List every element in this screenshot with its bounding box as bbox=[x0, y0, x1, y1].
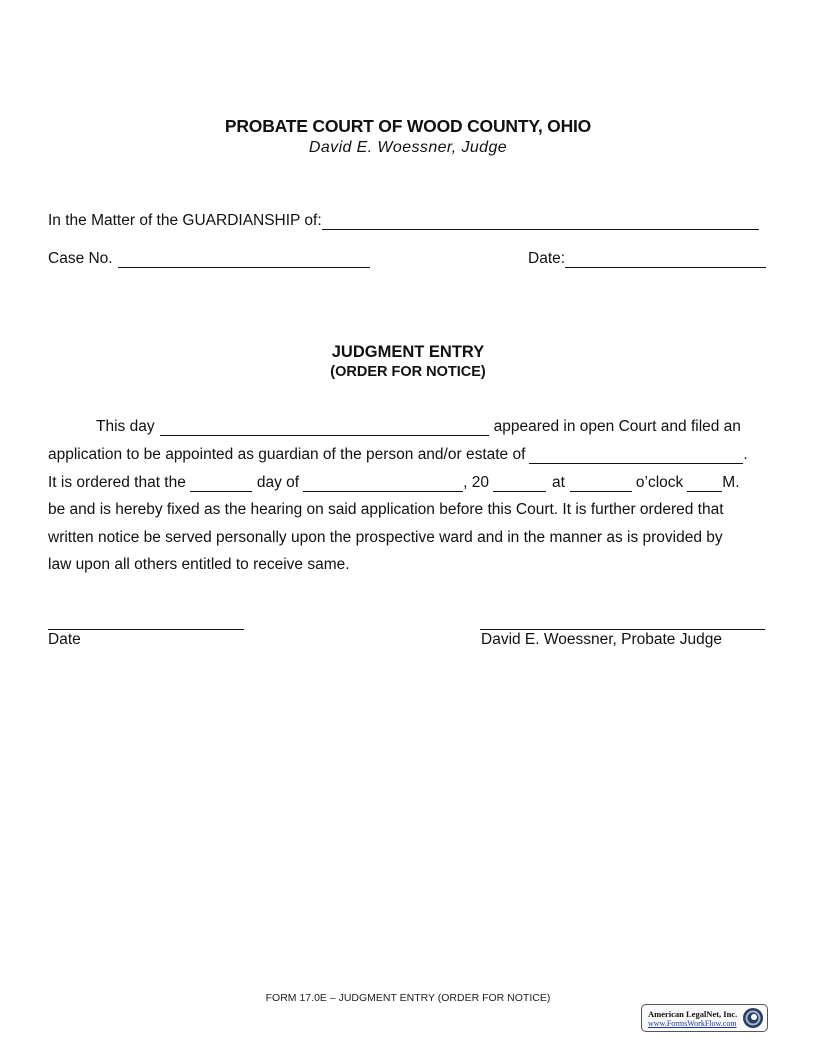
logo-company: American LegalNet, Inc. bbox=[648, 1009, 738, 1019]
body-line-2 bbox=[48, 446, 748, 464]
body-line-6: law upon all others entitled to receive same. bbox=[48, 556, 350, 573]
body-text: appeared in open Court and filed an bbox=[493, 418, 741, 435]
date-label: Date: bbox=[528, 250, 566, 267]
body-text: at bbox=[551, 474, 565, 491]
body-text: application to be appointed as guardian of the person and/or estate of bbox=[48, 446, 526, 463]
guardianship-name-field[interactable] bbox=[322, 215, 759, 230]
hearing-year-field[interactable] bbox=[493, 477, 546, 492]
body-text: , 20 bbox=[463, 474, 489, 491]
date-row bbox=[528, 250, 766, 268]
body-text: This day bbox=[96, 418, 155, 435]
body-text: o’clock bbox=[635, 474, 684, 491]
document-title: JUDGMENT ENTRY bbox=[331, 343, 485, 361]
applicant-name-field[interactable] bbox=[160, 421, 489, 436]
case-row bbox=[48, 250, 370, 268]
hearing-day-field[interactable] bbox=[190, 477, 252, 492]
body-text: . bbox=[743, 446, 748, 463]
case-number-field[interactable] bbox=[118, 253, 370, 268]
judge-name: David E. Woessner, Judge bbox=[308, 139, 508, 156]
am-pm-field[interactable] bbox=[687, 477, 722, 492]
date-signature-line[interactable] bbox=[48, 629, 244, 630]
body-text: It is ordered that the bbox=[48, 474, 186, 491]
signature-date-label: Date bbox=[48, 631, 81, 648]
body-text: day of bbox=[256, 474, 300, 491]
ward-name-field[interactable] bbox=[529, 449, 743, 464]
body-line-5: written notice be served personally upon the prospective ward and in the manner as is provided by bbox=[48, 529, 723, 546]
body-line-1 bbox=[96, 418, 741, 436]
body-line-4: be and is hereby fixed as the hearing on said application before this Court. It is further ordered that bbox=[48, 501, 724, 518]
judge-signature-label: David E. Woessner, Probate Judge bbox=[481, 631, 722, 648]
body-line-3 bbox=[48, 474, 740, 492]
hearing-hour-field[interactable] bbox=[570, 477, 632, 492]
hearing-month-field[interactable] bbox=[303, 477, 463, 492]
body-text: M. bbox=[722, 474, 740, 491]
logo-url[interactable]: www.FormsWorkFlow.com bbox=[648, 1019, 737, 1028]
matter-row bbox=[48, 212, 759, 230]
caption-date-field[interactable] bbox=[565, 253, 766, 268]
judge-signature-line[interactable] bbox=[480, 629, 765, 630]
publisher-logo bbox=[641, 1004, 768, 1032]
court-title: PROBATE COURT OF WOOD COUNTY, OHIO bbox=[224, 116, 592, 136]
form-identifier: FORM 17.0E – JUDGMENT ENTRY (ORDER FOR NOTICE) bbox=[265, 992, 551, 1004]
document-subtitle: (ORDER FOR NOTICE) bbox=[330, 364, 486, 380]
matter-label: In the Matter of the GUARDIANSHIP of: bbox=[48, 212, 322, 229]
case-number-label: Case No. bbox=[48, 250, 113, 267]
globe-icon bbox=[742, 1007, 764, 1029]
